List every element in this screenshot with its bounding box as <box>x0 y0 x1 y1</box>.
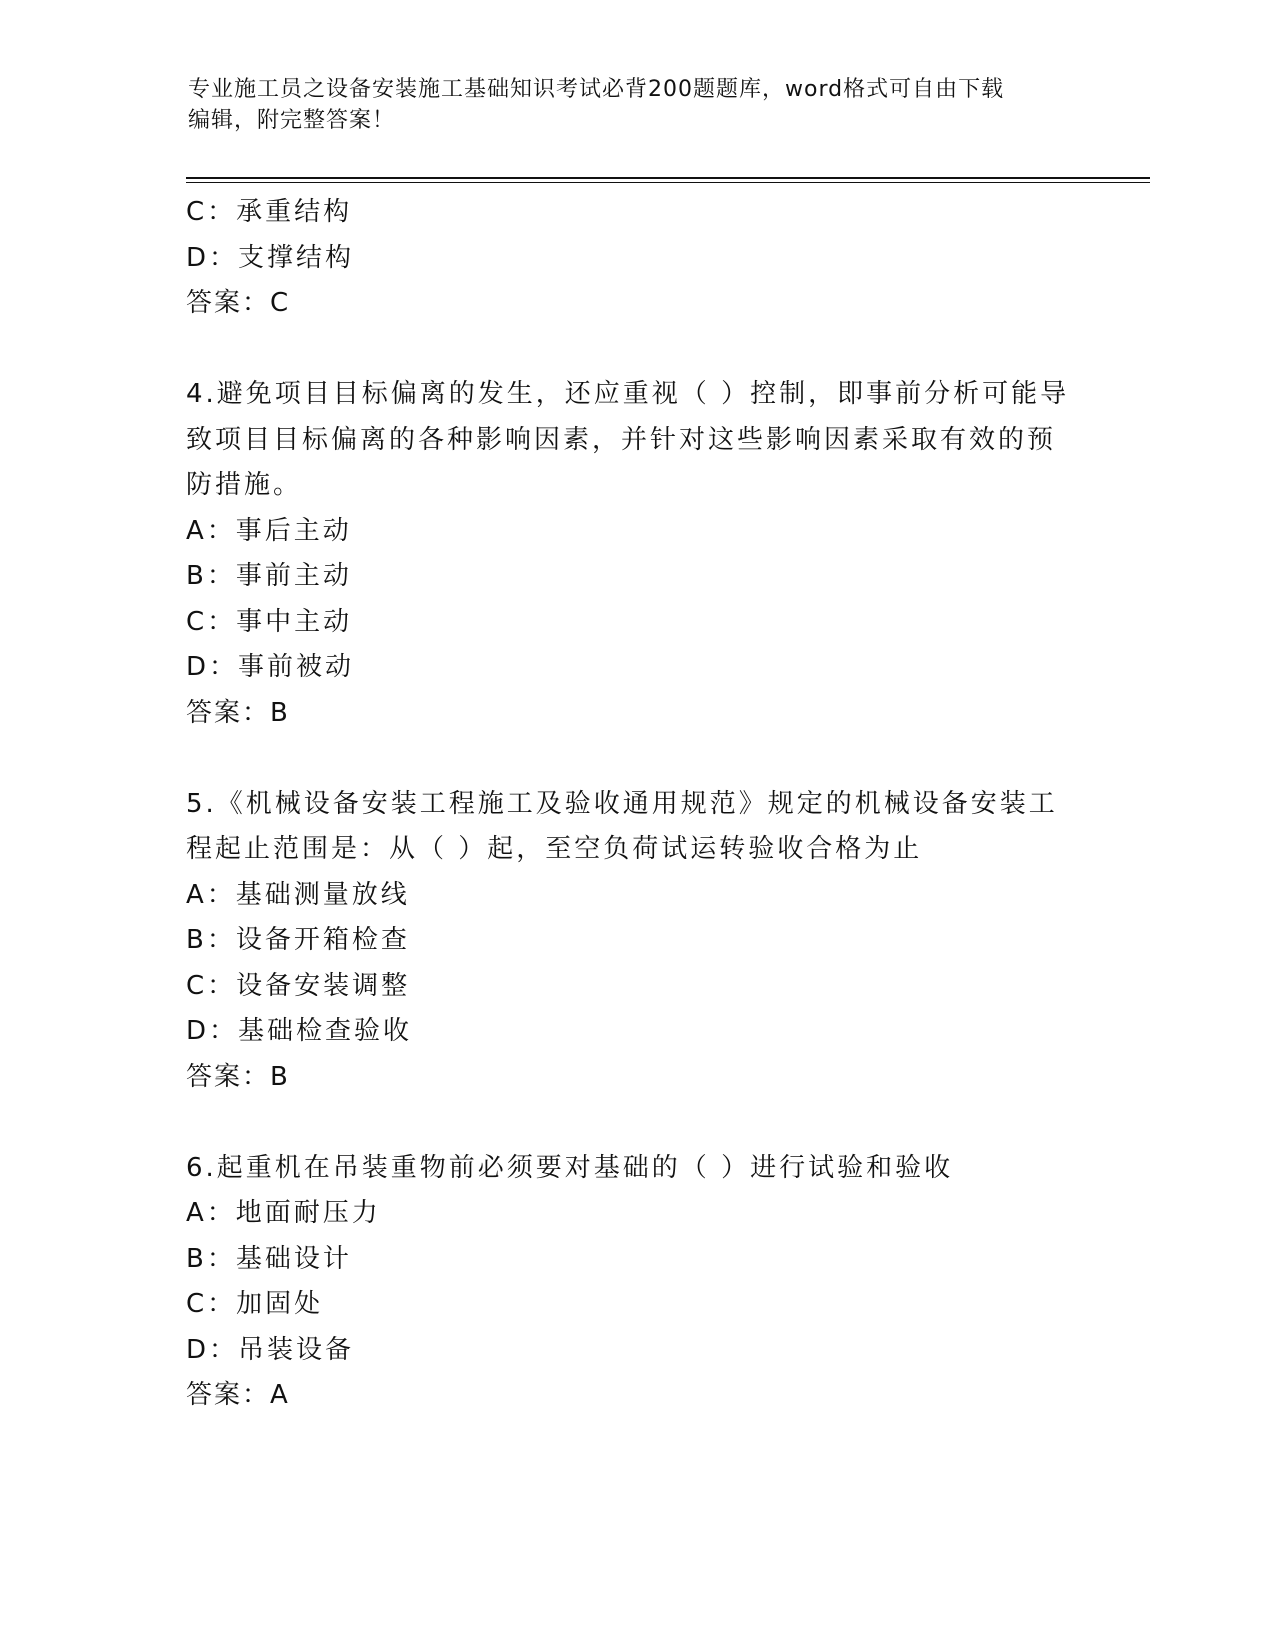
option-a: A：地面耐压力 <box>186 1198 381 1228</box>
answer-line: 答案：A <box>186 1380 290 1410</box>
spacer <box>186 736 1086 782</box>
answer-line: 答案：B <box>186 697 290 728</box>
question-6 <box>186 1146 1086 1419</box>
question-3-continued <box>186 190 1086 327</box>
question-text-line: 4.避免项目目标偏离的发生，还应重视（ ）控制，即事前分析可能导 <box>186 379 1070 409</box>
option-c: C：加固处 <box>186 1289 324 1319</box>
option-c: C：承重结构 <box>186 197 353 227</box>
answer-line: 答案：C <box>186 288 291 318</box>
spacer <box>186 327 1086 373</box>
question-5 <box>186 782 1086 1101</box>
option-c: C：设备安装调整 <box>186 970 411 1001</box>
document-header <box>188 74 1068 136</box>
header-divider-thick <box>186 177 1150 179</box>
option-b: B：事前主动 <box>186 561 352 591</box>
option-a: A：事后主动 <box>186 515 352 546</box>
question-text-line: 6.起重机在吊装重物前必须要对基础的（ ）进行试验和验收 <box>186 1152 954 1183</box>
option-b: B：设备开箱检查 <box>186 925 410 955</box>
spacer <box>186 1100 1086 1146</box>
answer-line: 答案：B <box>186 1061 290 1092</box>
header-line-2: 编辑，附完整答案！ <box>188 108 396 133</box>
header-divider-thin <box>186 182 1150 183</box>
option-d: D：事前被动 <box>186 652 355 682</box>
question-text-line: 5.《机械设备安装工程施工及验收通用规范》规定的机械设备安装工 <box>186 788 1058 819</box>
question-4 <box>186 372 1086 736</box>
option-d: D：基础检查验收 <box>186 1016 413 1046</box>
option-d: D：吊装设备 <box>186 1334 355 1365</box>
question-list <box>186 190 1086 1419</box>
option-a: A：基础测量放线 <box>186 879 410 910</box>
option-b: B：基础设计 <box>186 1243 352 1274</box>
option-c: C：事中主动 <box>186 606 353 637</box>
option-d: D：支撑结构 <box>186 242 355 273</box>
header-line-1: 专业施工员之设备安装施工基础知识考试必背200题题库，word格式可自由下载 <box>188 77 1005 102</box>
question-text-line: 防措施。 <box>186 470 303 500</box>
question-text-line: 程起止范围是：从（ ）起，至空负荷试运转验收合格为止 <box>186 834 923 864</box>
question-text-line: 致项目目标偏离的各种影响因素，并针对这些影响因素采取有效的预 <box>186 424 1057 455</box>
